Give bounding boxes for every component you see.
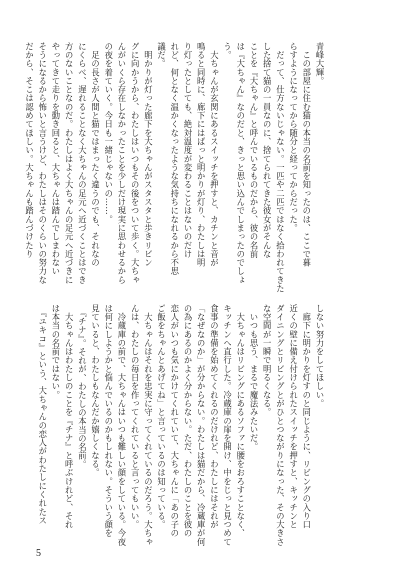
text-line: 大ちゃんはそれを忠実に守ってくれているのだろう。大ちゃ xyxy=(143,304,154,547)
text-line: しない努力をしてほしい。 xyxy=(315,304,325,408)
text-line: 冷蔵庫の前で、大ちゃんはいつも難しい顔をしている。今夜 xyxy=(116,304,127,547)
text-line: 食事の準備を始めてくれるのだけれど、わたしにはそれが xyxy=(209,304,220,529)
text-line: グに向かうから、わたしはいつもその後をついて歩く。大ちゃ xyxy=(130,42,141,285)
text-line: 明かりが灯った廊下を大ちゃんがスタスタと歩きリビン xyxy=(143,42,154,267)
text-line: ことを『大ちゃん』と呼んでいるものだから、彼の名前 xyxy=(248,42,259,259)
text-line: ご飯をちゃんとあげてね」と言っているのは知っている。 xyxy=(156,304,167,529)
text-line: う。 xyxy=(222,42,233,60)
text-line: 足の長さが人間と猫ではまったく違うのでも、それなの xyxy=(90,42,101,267)
text-line: 廊下に明かりを灯すのと同じように、リビングの入り口 xyxy=(301,304,312,529)
text-line: は何にしようかと悩んでいるのかもしれない。そういう顔を xyxy=(103,304,114,538)
text-line: この部屋に住む猫の本当の名前を知ったのは、ここで暮 xyxy=(301,42,312,267)
text-line: にくらべ、遅れることなく大ちゃんの足元へ近づくことはでき xyxy=(77,42,88,285)
text-line: 「なぜなのか」が分からない。わたしは猫だから、冷蔵庫が何 xyxy=(196,304,207,547)
text-line: は『大ちゃん』なのだと、きっと思い込んでしまったのでしょ xyxy=(235,42,246,285)
text-line: な空間が一瞬で明るくなる。 xyxy=(262,304,273,417)
text-line: キッチンへ直行した。冷蔵庫の扉を開け、中をじっと見つめて xyxy=(222,304,233,547)
text-line: だって、仕方ないじゃない。一匹や二匹ではなく拾われてきた xyxy=(275,42,286,293)
text-line: した捨て猫の一員なのに、捨てられてきた彼女がそんな xyxy=(262,42,273,259)
text-line: の夜を着ていく。今日も一緒じゃないの……。 xyxy=(103,42,114,224)
text-line: 青峰大輝。 xyxy=(315,42,325,86)
upper-text-column xyxy=(24,42,326,293)
page-number: 5 xyxy=(36,548,41,559)
lower-text-column xyxy=(37,304,326,547)
text-line: 近くの壁に備え付けられたスイッチを押すと、キッチンと xyxy=(288,304,299,529)
text-line: ダイニングとリビングとがひとつながりになった、その大きさ xyxy=(275,304,286,547)
text-line: んがいくら存在しなかったことを少しだけ現実に思わせるから xyxy=(116,42,127,285)
text-line: そうになるから怖いと言うけど、わたしはそのくらいの努力な xyxy=(37,42,48,285)
text-line: らすようになってから随分と経ってからだった。 xyxy=(288,42,299,233)
text-line: やってきて走りを動き回ると、大ちゃんは踏んでしまわない xyxy=(50,42,61,276)
text-line: 見ていると、わたしもなんだか嬉しくなる。 xyxy=(90,304,101,477)
text-line: 『ユキコ』という、大ちゃんの恋人がわたしにくれたス xyxy=(37,304,48,525)
text-line: 大ちゃんはリビングにあるソファに腰をおろすことなく、 xyxy=(235,304,246,538)
text-line: だから、そこは認めてほしい。大ちゃんも踏んづけたり xyxy=(24,42,35,259)
text-line: れど、何となく温かくなったような気持ちになれるから不思 xyxy=(169,42,180,276)
text-line: 『チナ』。それが、わたしの本当の名前。 xyxy=(77,304,88,469)
text-line: の為にあるのかよく分からない。ただ、わたしのことを彼の xyxy=(182,304,193,538)
text-line: 大ちゃんが玄関にあるスイッチを押すと、カチンと音が xyxy=(209,42,220,267)
text-line: り灯ったとしても、絶対温度が変わることはないのだけ xyxy=(182,42,193,259)
text-line: は本当の名前ではない。 xyxy=(50,304,61,400)
text-line: んは、わたしの毎日を作ってくれていると言ってもいい。 xyxy=(130,304,141,529)
text-line: いつも思う、まるで魔法みたいだ。 xyxy=(248,304,259,452)
text-line: 恋人がいつも気にかけてくれていて、大ちゃんに「あの子の xyxy=(169,304,180,538)
text-line: 大ちゃんはわたしのことを『チナ』と呼ぶけれど、それ xyxy=(64,304,75,529)
text-line: 鳴ると同時に、廊下にはばっと明かりが灯り、わたしは明 xyxy=(196,42,207,267)
text-line: 議だ。 xyxy=(156,42,167,68)
text-line: 方のないことなのだ。わたしはよく大ちゃんの足元へ近づきに xyxy=(64,42,75,285)
